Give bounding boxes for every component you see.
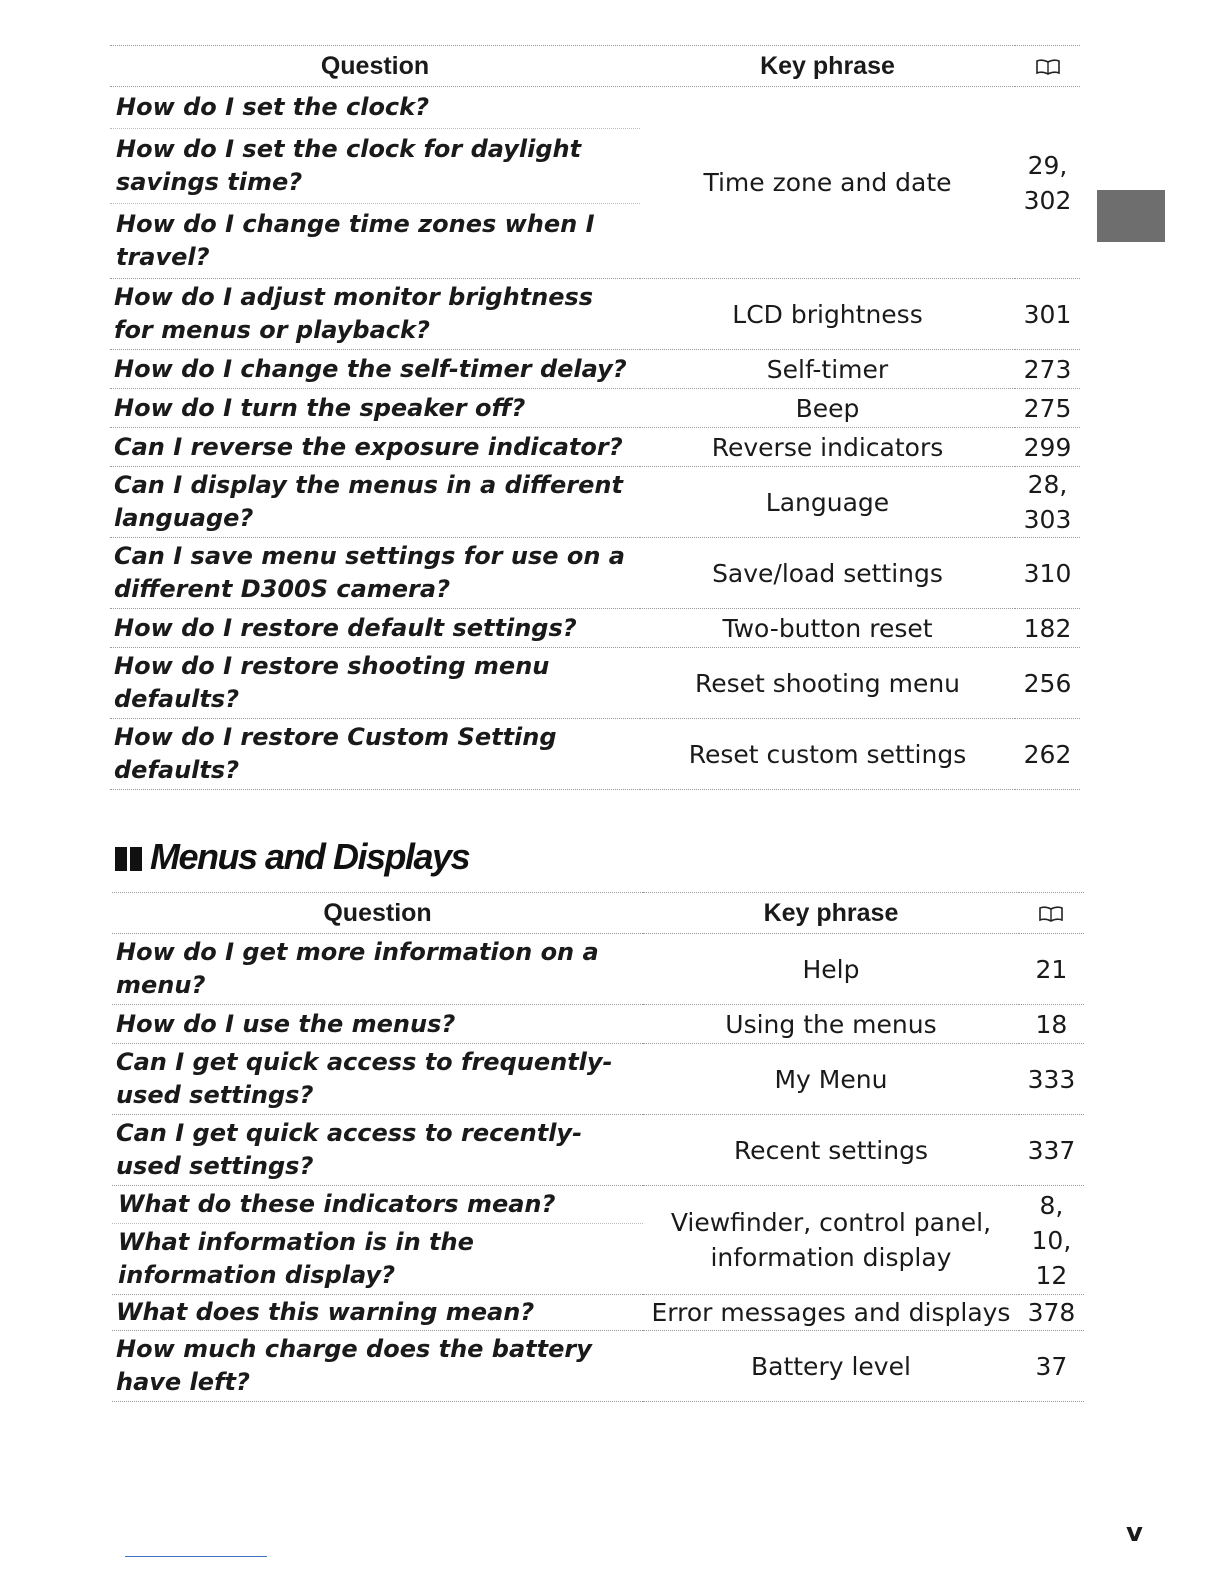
page-column-header — [1015, 46, 1080, 87]
question-text: What do these indicators mean? — [112, 1186, 643, 1224]
table-row — [110, 428, 1080, 467]
table-row — [110, 389, 1080, 428]
key-phrase-cell: Language — [640, 467, 1015, 538]
page-ref-cell: 275 — [1015, 389, 1080, 428]
table-header-row — [112, 893, 1084, 934]
table-row — [110, 87, 1080, 279]
question-column-header: Question — [110, 46, 640, 87]
page-ref-cell: 378 — [1019, 1295, 1084, 1331]
page-ref-cell: 273 — [1015, 350, 1080, 389]
question-text: How do I change time zones when I travel? — [116, 210, 595, 271]
question-cell — [112, 1186, 643, 1295]
thumb-index-tab — [1097, 190, 1165, 242]
question-cell: How do I use the menus? — [112, 1005, 643, 1044]
key-phrase-cell: Reset shooting menu — [640, 648, 1015, 719]
question-cell — [110, 87, 640, 279]
faq-table-menus-displays — [112, 892, 1084, 1402]
key-phrase-column-header: Key phrase — [643, 893, 1019, 934]
table-row — [110, 467, 1080, 538]
question-cell: Can I save menu settings for use on a different D300S camera? — [110, 538, 640, 609]
page-ref-cell: 182 — [1015, 609, 1080, 648]
key-phrase-cell: Beep — [640, 389, 1015, 428]
table-row — [110, 719, 1080, 790]
key-phrase-column-header: Key phrase — [640, 46, 1015, 87]
key-phrase-cell: Recent settings — [643, 1115, 1019, 1186]
table-row — [110, 350, 1080, 389]
page-ref-cell: 333 — [1019, 1044, 1084, 1115]
table-row — [110, 609, 1080, 648]
key-phrase-cell: Viewfinder, control panel, information display — [643, 1186, 1019, 1295]
question-column-header: Question — [112, 893, 643, 934]
table-row — [112, 1005, 1084, 1044]
key-phrase-cell: Two-button reset — [640, 609, 1015, 648]
question-cell: How do I change the self-timer delay? — [110, 350, 640, 389]
table-row — [112, 1044, 1084, 1115]
question-cell: Can I reverse the exposure indicator? — [110, 428, 640, 467]
key-phrase-cell: Help — [643, 934, 1019, 1005]
page-ref-cell: 18 — [1019, 1005, 1084, 1044]
question-cell: How much charge does the battery have left? — [112, 1331, 643, 1402]
key-phrase-cell: Error messages and displays — [643, 1295, 1019, 1331]
page-ref-cell: 21 — [1019, 934, 1084, 1005]
table-row — [112, 934, 1084, 1005]
page-column-header — [1019, 893, 1084, 934]
page-ref-cell: 28, 303 — [1015, 467, 1080, 538]
question-cell: Can I display the menus in a different language? — [110, 467, 640, 538]
page-ref-cell: 37 — [1019, 1331, 1084, 1402]
table-row — [110, 648, 1080, 719]
question-cell: How do I turn the speaker off? — [110, 389, 640, 428]
book-icon — [1035, 58, 1061, 76]
page-ref-cell: 256 — [1015, 648, 1080, 719]
question-cell: Can I get quick access to frequently-used settings? — [112, 1044, 643, 1115]
question-cell: How do I get more information on a menu? — [112, 934, 643, 1005]
question-cell: How do I adjust monitor brightness for menus or playback? — [110, 279, 640, 350]
footer-rule — [125, 1556, 267, 1557]
key-phrase-cell: Reverse indicators — [640, 428, 1015, 467]
question-text: What information is in the information display? — [118, 1228, 474, 1289]
page-ref-cell: 29, 302 — [1015, 87, 1080, 279]
table-row — [112, 1295, 1084, 1331]
question-cell: How do I restore Custom Setting defaults? — [110, 719, 640, 790]
key-phrase-cell: Battery level — [643, 1331, 1019, 1402]
key-phrase-cell: Reset custom settings — [640, 719, 1015, 790]
page-ref-cell: 310 — [1015, 538, 1080, 609]
table-row — [110, 279, 1080, 350]
question-cell: How do I restore default settings? — [110, 609, 640, 648]
key-phrase-cell: Save/load settings — [640, 538, 1015, 609]
question-cell: How do I restore shooting menu defaults? — [110, 648, 640, 719]
table-row — [112, 1186, 1084, 1295]
table-row — [112, 1115, 1084, 1186]
key-phrase-cell: Using the menus — [643, 1005, 1019, 1044]
table-row — [110, 538, 1080, 609]
page-ref-cell: 262 — [1015, 719, 1080, 790]
section-heading — [114, 836, 469, 878]
page-ref-cell: 299 — [1015, 428, 1080, 467]
question-text: How do I set the clock? — [110, 87, 640, 129]
section-title: Menus and Displays — [150, 836, 470, 877]
section-marker-icon — [114, 846, 144, 872]
page-number: v — [1126, 1518, 1143, 1548]
page-ref-cell: 301 — [1015, 279, 1080, 350]
table-header-row — [110, 46, 1080, 87]
question-cell: Can I get quick access to recently-used settings? — [112, 1115, 643, 1186]
key-phrase-cell: LCD brightness — [640, 279, 1015, 350]
key-phrase-cell: Self-timer — [640, 350, 1015, 389]
key-phrase-cell: Time zone and date — [640, 87, 1015, 279]
page-ref-cell: 8, 10, 12 — [1019, 1186, 1084, 1295]
page-ref-cell: 337 — [1019, 1115, 1084, 1186]
table-row — [112, 1331, 1084, 1402]
key-phrase-cell: My Menu — [643, 1044, 1019, 1115]
faq-table-general — [110, 45, 1080, 790]
book-icon — [1038, 905, 1064, 923]
question-text: How do I set the clock for daylight savings time? — [110, 129, 640, 204]
question-cell: What does this warning mean? — [112, 1295, 643, 1331]
